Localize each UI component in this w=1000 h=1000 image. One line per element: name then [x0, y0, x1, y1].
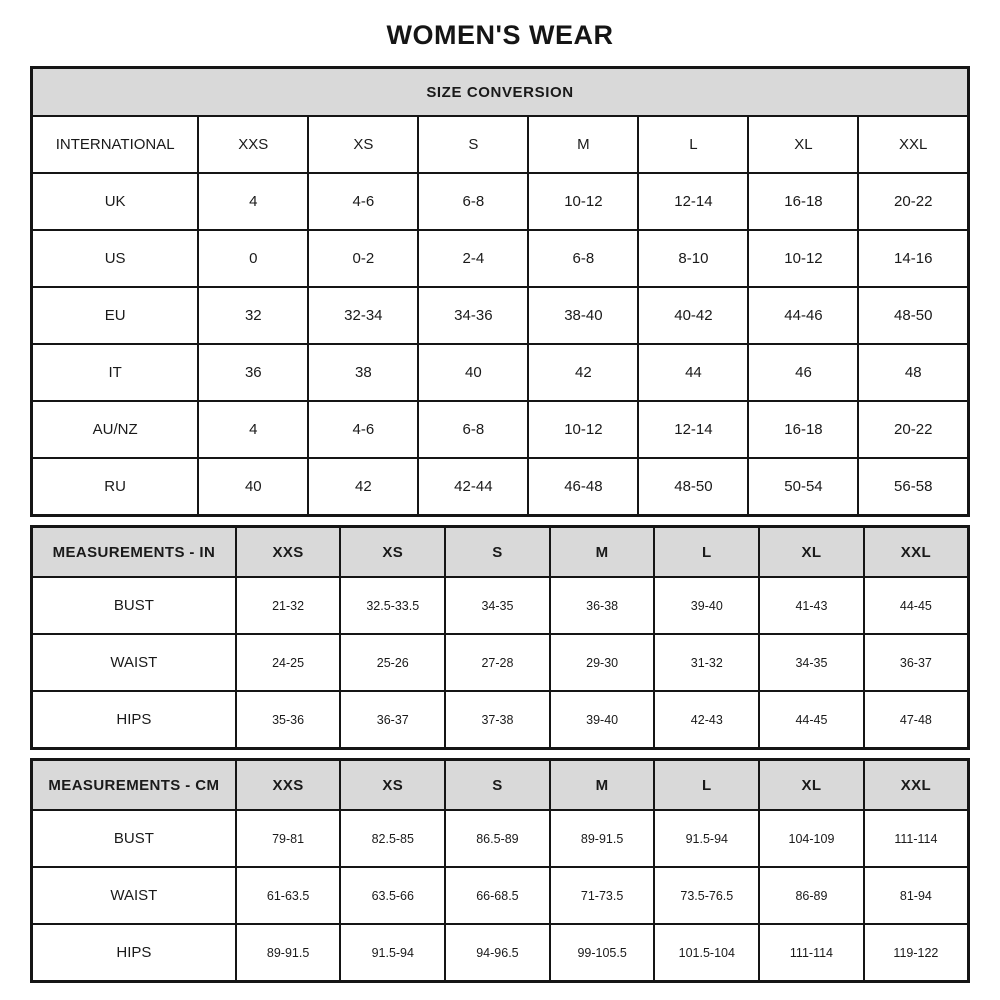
cell-bust-s: 86.5-89	[445, 810, 550, 867]
column-header-xs: XS	[340, 527, 445, 578]
cell-hips-xl: 44-45	[759, 691, 864, 749]
cell-bust-xxs: 79-81	[236, 810, 341, 867]
size-conversion-title: SIZE CONVERSION	[32, 68, 969, 117]
row-label-hips: HIPS	[32, 924, 236, 982]
column-header-row	[32, 527, 969, 578]
row-label-uk: UK	[32, 173, 199, 230]
cell-waist-xxs: 24-25	[236, 634, 341, 691]
cell-hips-xxs: 35-36	[236, 691, 341, 749]
column-header-l: L	[654, 527, 759, 578]
cell-us-xs: 0-2	[308, 230, 418, 287]
cell-waist-xl: 34-35	[759, 634, 864, 691]
cell-uk-m: 10-12	[528, 173, 638, 230]
column-header-s: S	[418, 116, 528, 173]
row-label-it: IT	[32, 344, 199, 401]
table-row-bust	[32, 577, 969, 634]
cell-au-nz-s: 6-8	[418, 401, 528, 458]
cell-ru-xxl: 56-58	[858, 458, 968, 516]
cell-us-xl: 10-12	[748, 230, 858, 287]
cell-eu-m: 38-40	[528, 287, 638, 344]
column-header-m: M	[528, 116, 638, 173]
table-row-ru	[32, 458, 969, 516]
table-row-it	[32, 344, 969, 401]
cell-us-s: 2-4	[418, 230, 528, 287]
cell-bust-xl: 104-109	[759, 810, 864, 867]
cell-hips-xxl: 47-48	[864, 691, 969, 749]
column-header-xl: XL	[748, 116, 858, 173]
cell-au-nz-xxs: 4	[198, 401, 308, 458]
cell-bust-l: 39-40	[654, 577, 759, 634]
table-row-hips	[32, 691, 969, 749]
row-label-us: US	[32, 230, 199, 287]
column-header-l: L	[638, 116, 748, 173]
column-header-xxl: XXL	[858, 116, 968, 173]
cell-uk-s: 6-8	[418, 173, 528, 230]
cell-hips-l: 42-43	[654, 691, 759, 749]
cell-hips-xs: 91.5-94	[340, 924, 445, 982]
cell-ru-m: 46-48	[528, 458, 638, 516]
cell-eu-xxs: 32	[198, 287, 308, 344]
column-header-xs: XS	[340, 760, 445, 811]
cell-waist-xxs: 61-63.5	[236, 867, 341, 924]
row-label-waist: WAIST	[32, 634, 236, 691]
column-header-xxl: XXL	[864, 527, 969, 578]
table-row-uk	[32, 173, 969, 230]
cell-it-s: 40	[418, 344, 528, 401]
table-row-hips	[32, 924, 969, 982]
cell-waist-s: 66-68.5	[445, 867, 550, 924]
cell-hips-l: 101.5-104	[654, 924, 759, 982]
cell-waist-l: 73.5-76.5	[654, 867, 759, 924]
cell-au-nz-xs: 4-6	[308, 401, 418, 458]
cell-hips-m: 39-40	[550, 691, 655, 749]
cell-it-l: 44	[638, 344, 748, 401]
column-header-xl: XL	[759, 527, 864, 578]
column-header-xl: XL	[759, 760, 864, 811]
cell-uk-xxl: 20-22	[858, 173, 968, 230]
column-header-international: INTERNATIONAL	[32, 116, 199, 173]
row-label-hips: HIPS	[32, 691, 236, 749]
cell-hips-xxl: 119-122	[864, 924, 969, 982]
cell-hips-xs: 36-37	[340, 691, 445, 749]
cell-eu-xxl: 48-50	[858, 287, 968, 344]
cell-us-xxl: 14-16	[858, 230, 968, 287]
cell-ru-xxs: 40	[198, 458, 308, 516]
cell-eu-s: 34-36	[418, 287, 528, 344]
cell-bust-xxs: 21-32	[236, 577, 341, 634]
cell-bust-l: 91.5-94	[654, 810, 759, 867]
measurements-cm-title: MEASUREMENTS - CM	[32, 760, 236, 811]
page-title: WOMEN'S WEAR	[386, 20, 614, 50]
cell-eu-l: 40-42	[638, 287, 748, 344]
column-header-s: S	[445, 527, 550, 578]
table-row-us	[32, 230, 969, 287]
cell-bust-m: 89-91.5	[550, 810, 655, 867]
cell-it-xs: 38	[308, 344, 418, 401]
cell-it-xxl: 48	[858, 344, 968, 401]
cell-bust-xs: 82.5-85	[340, 810, 445, 867]
cell-hips-xxs: 89-91.5	[236, 924, 341, 982]
cell-au-nz-xxl: 20-22	[858, 401, 968, 458]
cell-us-l: 8-10	[638, 230, 748, 287]
row-label-bust: BUST	[32, 577, 236, 634]
measurements-in-title: MEASUREMENTS - IN	[32, 527, 236, 578]
cell-uk-xl: 16-18	[748, 173, 858, 230]
cell-ru-xl: 50-54	[748, 458, 858, 516]
cell-waist-s: 27-28	[445, 634, 550, 691]
table-row-au-nz	[32, 401, 969, 458]
table-row-waist	[32, 867, 969, 924]
cell-waist-xxl: 36-37	[864, 634, 969, 691]
cell-ru-xs: 42	[308, 458, 418, 516]
table-banner-row	[32, 68, 969, 117]
cell-eu-xs: 32-34	[308, 287, 418, 344]
cell-ru-l: 48-50	[638, 458, 748, 516]
column-header-xxs: XXS	[198, 116, 308, 173]
row-label-eu: EU	[32, 287, 199, 344]
column-header-l: L	[654, 760, 759, 811]
cell-us-m: 6-8	[528, 230, 638, 287]
column-header-m: M	[550, 760, 655, 811]
cell-au-nz-m: 10-12	[528, 401, 638, 458]
cell-bust-xs: 32.5-33.5	[340, 577, 445, 634]
cell-au-nz-l: 12-14	[638, 401, 748, 458]
cell-waist-l: 31-32	[654, 634, 759, 691]
cell-it-xxs: 36	[198, 344, 308, 401]
cell-uk-xs: 4-6	[308, 173, 418, 230]
cell-hips-s: 37-38	[445, 691, 550, 749]
column-header-s: S	[445, 760, 550, 811]
column-header-row	[32, 760, 969, 811]
cell-hips-m: 99-105.5	[550, 924, 655, 982]
size-conversion-table	[30, 66, 970, 517]
measurements-cm-table	[30, 758, 970, 983]
cell-it-m: 42	[528, 344, 638, 401]
column-header-row	[32, 116, 969, 173]
cell-hips-s: 94-96.5	[445, 924, 550, 982]
table-row-waist	[32, 634, 969, 691]
table-row-bust	[32, 810, 969, 867]
column-header-xxs: XXS	[236, 760, 341, 811]
cell-waist-xl: 86-89	[759, 867, 864, 924]
cell-waist-xxl: 81-94	[864, 867, 969, 924]
cell-bust-m: 36-38	[550, 577, 655, 634]
cell-bust-xxl: 44-45	[864, 577, 969, 634]
cell-bust-xl: 41-43	[759, 577, 864, 634]
row-label-waist: WAIST	[32, 867, 236, 924]
cell-ru-s: 42-44	[418, 458, 528, 516]
cell-eu-xl: 44-46	[748, 287, 858, 344]
cell-waist-m: 29-30	[550, 634, 655, 691]
cell-waist-xs: 63.5-66	[340, 867, 445, 924]
cell-bust-xxl: 111-114	[864, 810, 969, 867]
cell-bust-s: 34-35	[445, 577, 550, 634]
measurements-in-table	[30, 525, 970, 750]
column-header-xs: XS	[308, 116, 418, 173]
cell-it-xl: 46	[748, 344, 858, 401]
table-row-eu	[32, 287, 969, 344]
row-label-ru: RU	[32, 458, 199, 516]
row-label-bust: BUST	[32, 810, 236, 867]
column-header-xxs: XXS	[236, 527, 341, 578]
column-header-m: M	[550, 527, 655, 578]
cell-uk-xxs: 4	[198, 173, 308, 230]
cell-au-nz-xl: 16-18	[748, 401, 858, 458]
cell-waist-xs: 25-26	[340, 634, 445, 691]
row-label-au-nz: AU/NZ	[32, 401, 199, 458]
cell-us-xxs: 0	[198, 230, 308, 287]
cell-waist-m: 71-73.5	[550, 867, 655, 924]
column-header-xxl: XXL	[864, 760, 969, 811]
cell-uk-l: 12-14	[638, 173, 748, 230]
cell-hips-xl: 111-114	[759, 924, 864, 982]
